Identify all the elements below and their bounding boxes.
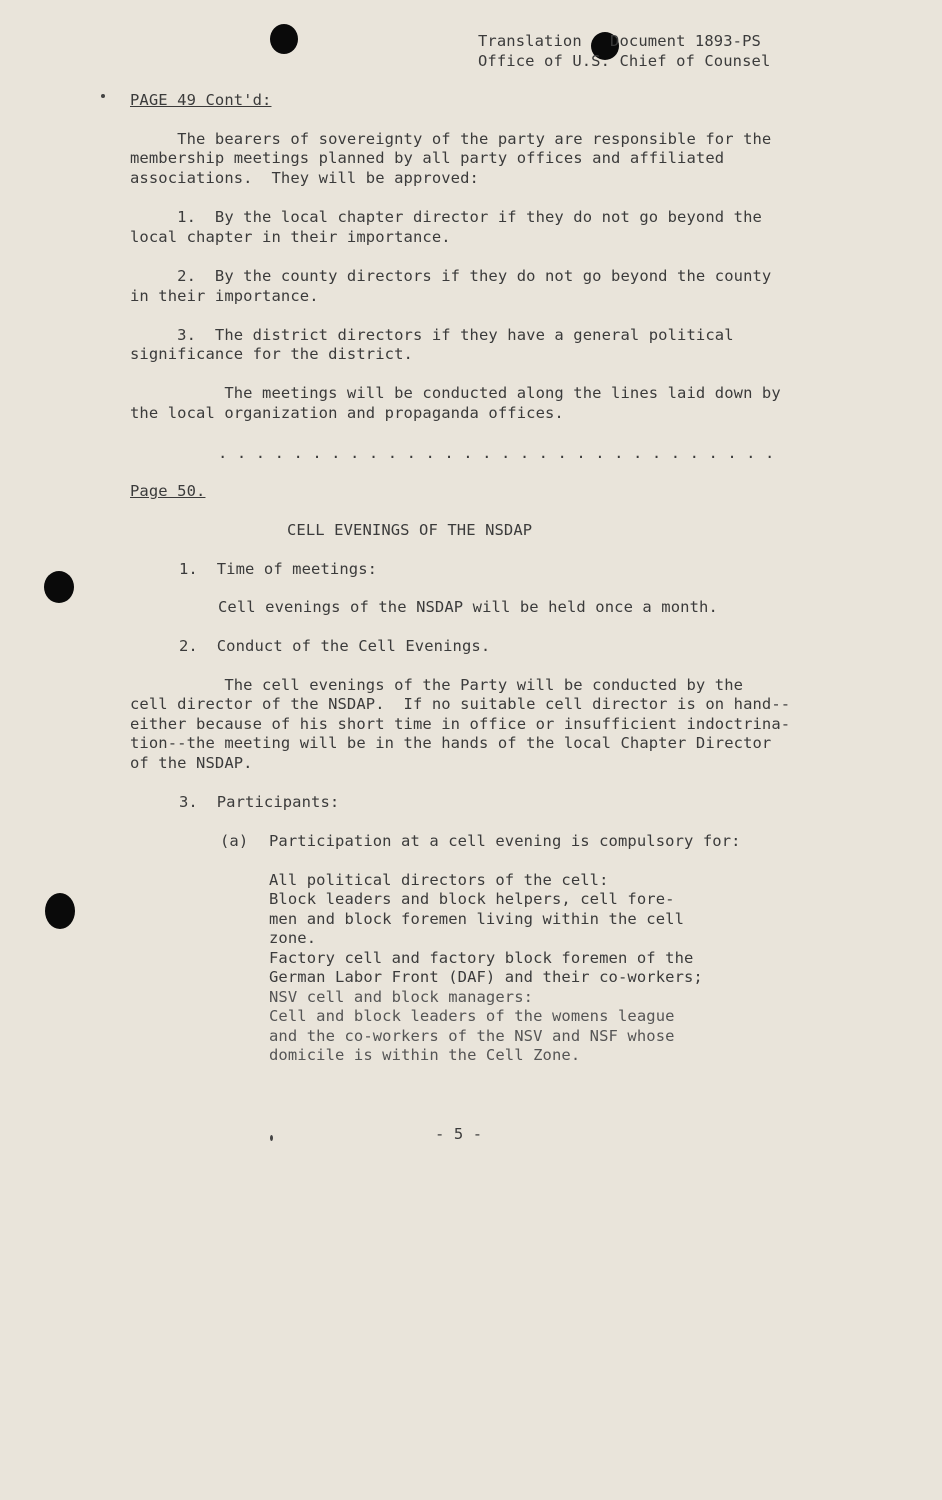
intro-line: associations. They will be approved: <box>130 169 479 187</box>
section2-line: cell director of the NSDAP. If no suitable cell director is on hand-- <box>130 695 791 713</box>
intro-line: membership meetings planned by all party offices and affiliated <box>130 149 725 167</box>
section-title: CELL EVENINGS OF THE NSDAP <box>287 521 533 539</box>
item2-line: 2. By the county directors if they do not go beyond the county <box>130 267 772 285</box>
stray-mark <box>270 1135 273 1141</box>
participant-line: German Labor Front (DAF) and their co-workers; <box>269 968 703 986</box>
page50-heading: Page 50. <box>130 482 206 500</box>
section2-line: The cell evenings of the Party will be conducted by the <box>130 676 744 694</box>
section1-text: Cell evenings of the NSDAP will be held once a month. <box>218 598 718 616</box>
participant-line: zone. <box>269 929 317 947</box>
closing-line: the local organization and propaganda offices. <box>130 404 564 422</box>
participant-line: All political directors of the cell: <box>269 871 609 889</box>
dotted-separator: . . . . . . . . . . . . . . . . . . . . . . . . . . . . . . <box>218 444 775 462</box>
closing-line: The meetings will be conducted along the lines laid down by <box>130 384 781 402</box>
section2-line: either because of his short time in office or insufficient indoctrina- <box>130 715 791 733</box>
participant-line: and the co-workers of the NSV and NSF whose <box>269 1027 675 1045</box>
punch-hole-top <box>270 24 298 54</box>
punch-hole-left-lower <box>45 893 75 929</box>
section2-heading: 2. Conduct of the Cell Evenings. <box>179 637 491 655</box>
header-line-2: Office of U.S. Chief of Counsel <box>478 52 771 70</box>
participant-line: Factory cell and factory block foremen of the <box>269 949 694 967</box>
section3-heading: 3. Participants: <box>179 793 340 811</box>
participant-line: men and block foremen living within the cell <box>269 910 684 928</box>
item3-line: significance for the district. <box>130 345 413 363</box>
section3a-label: (a) <box>220 832 249 850</box>
section2-line: tion--the meeting will be in the hands of the local Chapter Director <box>130 734 772 752</box>
stray-mark <box>101 94 105 98</box>
section2-line: of the NSDAP. <box>130 754 253 772</box>
page49-heading: PAGE 49 Cont'd: <box>130 91 272 109</box>
item1-line: 1. By the local chapter director if they do not go beyond the <box>130 208 762 226</box>
participant-line: Block leaders and block helpers, cell fore- <box>269 890 675 908</box>
participant-line: Cell and block leaders of the womens league <box>269 1007 675 1025</box>
section1-heading: 1. Time of meetings: <box>179 560 378 578</box>
section3a-text: Participation at a cell evening is compulsory for: <box>269 832 741 850</box>
participant-line: NSV cell and block managers: <box>269 988 534 1006</box>
item3-line: 3. The district directors if they have a general political <box>130 326 734 344</box>
intro-line: The bearers of sovereignty of the party are responsible for the <box>130 130 772 148</box>
item2-line: in their importance. <box>130 287 319 305</box>
page-number: - 5 - <box>435 1125 483 1143</box>
participant-line: domicile is within the Cell Zone. <box>269 1046 581 1064</box>
item1-line: local chapter in their importance. <box>130 228 451 246</box>
header-line-1: Translation Document 1893-PS <box>478 32 761 50</box>
punch-hole-left-upper <box>44 571 74 603</box>
